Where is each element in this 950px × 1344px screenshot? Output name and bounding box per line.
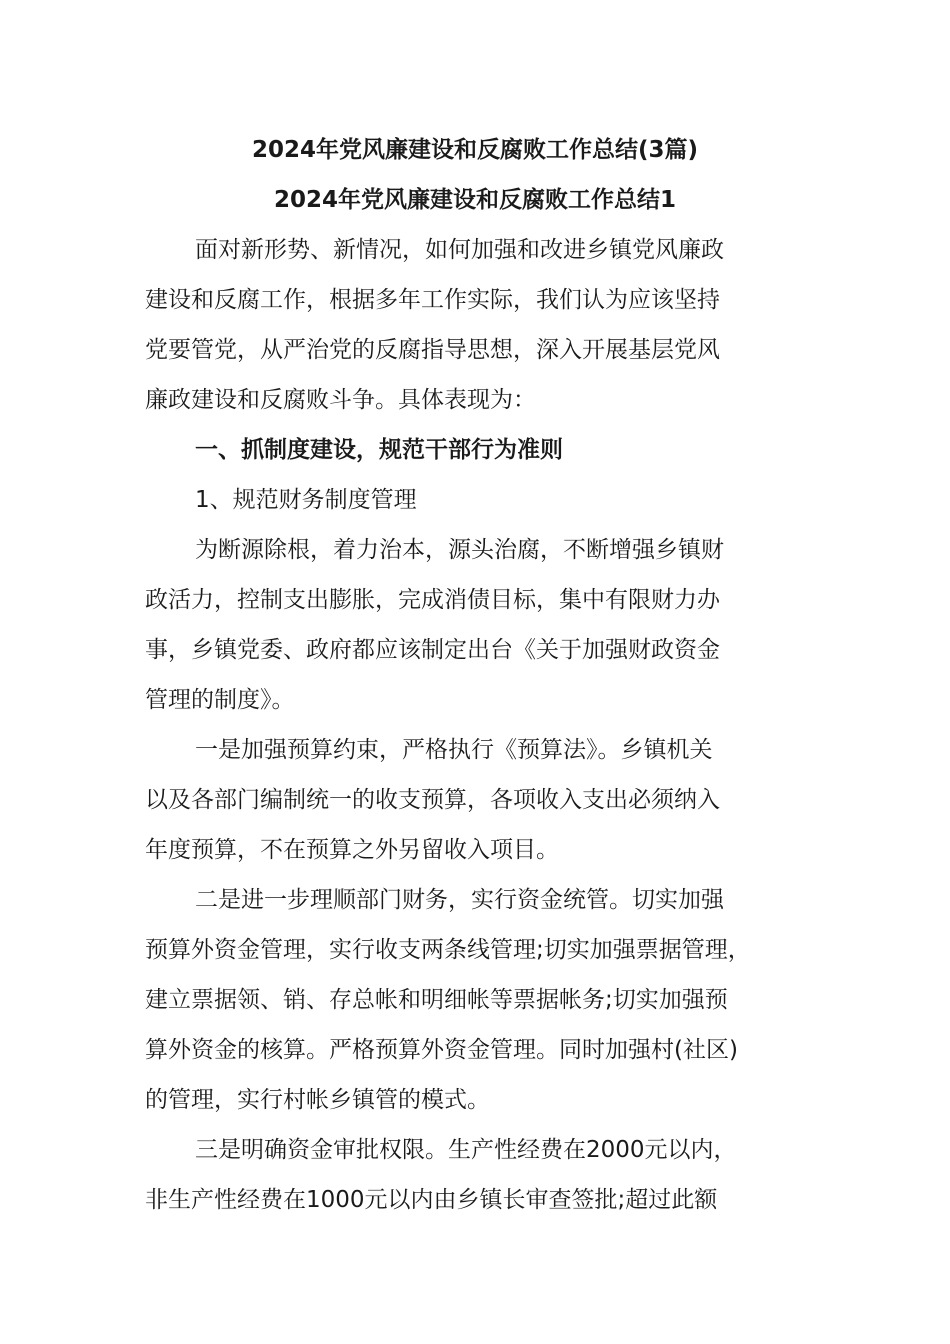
paragraph-line: 建设和反腐工作，根据多年工作实际，我们认为应该坚持 bbox=[145, 287, 720, 313]
section-heading: 一、抓制度建设，规范干部行为准则 bbox=[195, 437, 563, 463]
paragraph-line: 算外资金的核算。严格预算外资金管理。同时加强村(社区) bbox=[145, 1037, 738, 1063]
document-title: 2024年党风廉建设和反腐败工作总结(3篇) bbox=[251, 137, 699, 163]
paragraph-line: 以及各部门编制统一的收支预算，各项收入支出必须纳入 bbox=[145, 787, 720, 813]
paragraph-line: 一是加强预算约束，严格执行《预算法》。乡镇机关 bbox=[195, 737, 713, 763]
paragraph-line: 非生产性经费在1000元以内由乡镇长审查签批;超过此额 bbox=[145, 1187, 718, 1213]
paragraph-line: 建立票据领、销、存总帐和明细帐等票据帐务;切实加强预 bbox=[145, 987, 728, 1013]
paragraph-line: 为断源除根，着力治本，源头治腐，不断增强乡镇财 bbox=[195, 537, 724, 563]
paragraph-line: 政活力，控制支出膨胀，完成消债目标，集中有限财力办 bbox=[145, 587, 720, 613]
paragraph-line: 面对新形势、新情况，如何加强和改进乡镇党风廉政 bbox=[195, 237, 724, 263]
paragraph-line: 三是明确资金审批权限。生产性经费在2000元以内， bbox=[195, 1137, 737, 1163]
paragraph-line: 年度预算，不在预算之外另留收入项目。 bbox=[145, 837, 559, 863]
paragraph-line: 党要管党，从严治党的反腐指导思想，深入开展基层党风 bbox=[145, 337, 720, 363]
paragraph-line: 的管理，实行村帐乡镇管的模式。 bbox=[145, 1087, 490, 1113]
paragraph-line: 预算外资金管理，实行收支两条线管理;切实加强票据管理， bbox=[145, 937, 751, 963]
paragraph-line: 管理的制度》。 bbox=[145, 687, 295, 713]
paragraph-line: 事，乡镇党委、政府都应该制定出台《关于加强财政资金 bbox=[145, 637, 720, 663]
paragraph-line: 廉政建设和反腐败斗争。具体表现为： bbox=[145, 387, 536, 413]
paragraph-line: 二是进一步理顺部门财务，实行资金统管。切实加强 bbox=[195, 887, 724, 913]
subsection-heading: 1、规范财务制度管理 bbox=[195, 487, 417, 513]
section-title: 2024年党风廉建设和反腐败工作总结1 bbox=[273, 187, 677, 213]
